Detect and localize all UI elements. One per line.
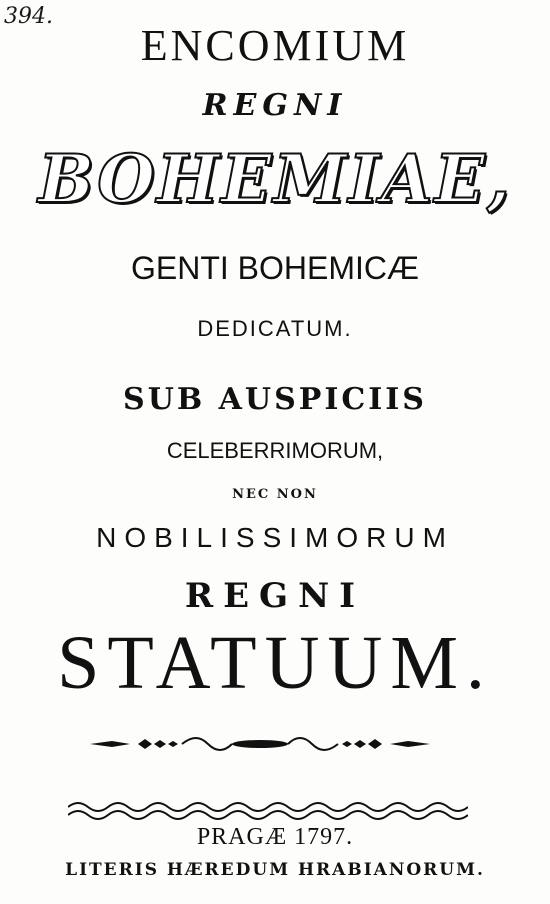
imprint-printer: LITERIS HÆREDUM HRABIANORUM. — [65, 860, 485, 880]
title-regni: REGNI — [202, 88, 348, 123]
shelfmark-annotation: 394. — [4, 4, 53, 29]
dedication-dedicatum: DEDICATUM. — [197, 316, 353, 341]
auspices-celeberrimorum: CELEBERRIMORUM, — [166, 438, 384, 463]
title-bohemiae: BOHEMIAE, — [38, 140, 512, 218]
title-encomium: ENCOMIUM — [140, 21, 410, 70]
auspices-sub: SUB AUSPICIIS — [123, 382, 427, 417]
auspices-statuum: STATUUM. — [57, 621, 493, 705]
wave-ornament-rule — [68, 798, 468, 822]
auspices-nobilissimorum: NOBILISSIMORUM — [96, 522, 454, 553]
printers-ornament-rule — [90, 732, 430, 756]
auspices-regni: REGNI — [184, 576, 366, 616]
imprint-place-year: PRAGÆ 1797. — [196, 824, 354, 850]
auspices-nec-non: NEC NON — [232, 487, 318, 502]
dedication-genti: GENTI BOHEMICÆ — [130, 250, 419, 286]
